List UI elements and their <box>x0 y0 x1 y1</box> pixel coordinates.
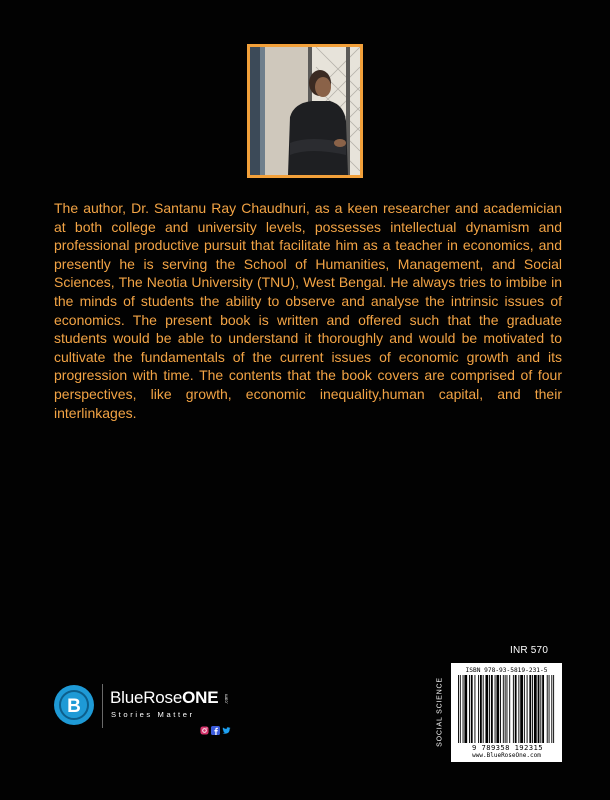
social-icons <box>200 722 231 732</box>
publisher-name-part1: BlueRose <box>110 688 183 707</box>
publisher-tagline: Stories Matter <box>111 710 195 719</box>
facebook-icon <box>211 722 220 731</box>
isbn-barcode <box>451 663 562 762</box>
barcode-url: www.BlueRoseOne.com <box>472 752 541 759</box>
category-label: SOCIAL SCIENCE <box>436 677 443 747</box>
logo-letter: B <box>67 696 81 717</box>
price-label: INR 570 <box>510 645 549 656</box>
author-bio: The author, Dr. Santanu Ray Chaudhuri, as a keen researcher and academician at both college and university levels, possesses intellectual dynamism and professional productive pursuit that facilitate him as a teacher in economics, and presently he is serving the School of Humanities, Management, and Social Sciences, The Neotia University (TNU), West Bengal. He always tries to imbibe in the minds of students the ability to observe and analyse the intrinsic issues of economics. The present book is written and offered such that the graduate students would be able to understand it thoroughly and would be motivated to cultivate the fundamentals of the current issues of economic growth and its progression with time. The contents that the book covers are comprised of four perspectives, like growth, economic inequality,human capital, and their interlinkages. <box>54 200 562 421</box>
publisher-name-part2: ONE <box>182 688 219 707</box>
publisher-com-suffix: .com <box>223 694 229 704</box>
publisher-name <box>110 688 218 708</box>
instagram-icon <box>200 722 209 731</box>
barcode-digits: 9 789358 192315 <box>472 743 543 752</box>
isbn-label: ISBN 978-93-5819-231-5 <box>465 667 548 674</box>
author-photo <box>247 44 363 178</box>
logo-divider <box>102 684 103 728</box>
publisher-logo-icon <box>53 684 95 726</box>
twitter-icon <box>222 722 231 731</box>
barcode-bars <box>458 675 555 743</box>
